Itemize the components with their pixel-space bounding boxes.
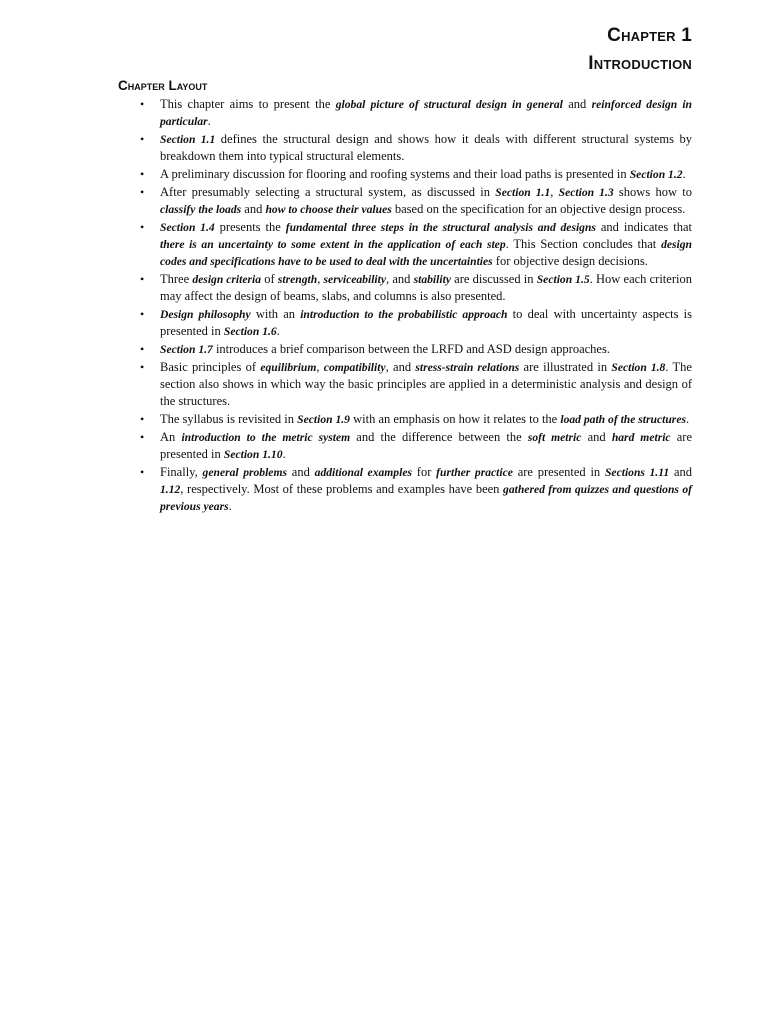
chapter-number: Chapter 1 xyxy=(607,25,692,46)
body-text: for objective design decisions. xyxy=(492,254,648,268)
body-text: and xyxy=(581,430,612,444)
body-text: are discussed in xyxy=(450,272,537,286)
bullet-icon: • xyxy=(140,465,145,479)
emphasis-text: reinforced design in particular xyxy=(160,98,692,128)
emphasis-text: strength xyxy=(277,273,318,286)
emphasis-text: additional examples xyxy=(314,466,412,479)
body-text: to deal with uncertainty aspects is presented in xyxy=(160,307,692,338)
bullet-icon: • xyxy=(140,360,145,374)
body-text: , xyxy=(550,185,559,199)
emphasis-text: Section 1.8 xyxy=(611,361,666,374)
emphasis-text: Section 1.1 xyxy=(495,186,551,199)
emphasis-text: design codes and specifications have to be used to deal with the uncertainties xyxy=(160,238,692,268)
bullet-icon: • xyxy=(140,307,145,321)
body-text: of xyxy=(261,272,278,286)
body-text: . xyxy=(685,412,690,426)
emphasis-text: design criteria xyxy=(192,273,262,286)
list-item xyxy=(130,411,692,428)
bullet-icon: • xyxy=(140,430,145,444)
body-text: Finally, xyxy=(160,465,203,479)
body-text: and indicates that xyxy=(595,220,692,234)
body-text: shows how to xyxy=(613,185,692,199)
list-item xyxy=(130,306,692,340)
emphasis-text: gathered from quizzes and questions of previous years xyxy=(160,483,692,513)
bullet-icon: • xyxy=(140,97,145,111)
body-text: , xyxy=(316,360,324,374)
body-text: . xyxy=(207,114,211,128)
emphasis-text: Section 1.10 xyxy=(223,448,283,461)
body-text: defines the structural design and shows how it deals with different structural systems by breakdown them into typical structural elements. xyxy=(160,132,692,163)
bullet-icon: • xyxy=(140,342,145,356)
body-text: for xyxy=(411,465,437,479)
list-item xyxy=(130,359,692,410)
body-text: . xyxy=(282,447,286,461)
emphasis-text: introduction to the metric system xyxy=(181,431,351,444)
chapter-title xyxy=(292,22,692,78)
list-item xyxy=(130,96,692,130)
emphasis-text: Section 1.2 xyxy=(629,168,683,181)
body-text: . This Section concludes that xyxy=(505,237,662,251)
emphasis-text: Section 1.4 xyxy=(160,221,215,234)
bullet-icon: • xyxy=(140,132,145,146)
body-text: . xyxy=(276,324,280,338)
body-text: and the difference between the xyxy=(350,430,528,444)
emphasis-text: Design philosophy xyxy=(160,308,251,321)
list-item xyxy=(130,219,692,270)
body-text: An xyxy=(160,430,182,444)
body-text: . The section also shows in which way the basic principles are applied in a deterministic analysis and design of the structures. xyxy=(160,360,692,408)
body-text: are illustrated in xyxy=(519,360,612,374)
emphasis-text: Sections 1.11 xyxy=(604,466,670,479)
body-text: presents the xyxy=(214,220,286,234)
list-item xyxy=(130,184,692,218)
emphasis-text: soft metric xyxy=(527,431,582,444)
emphasis-text: stress-strain relations xyxy=(415,361,520,374)
list-item xyxy=(130,341,692,358)
body-text: and xyxy=(241,202,266,216)
body-text: and xyxy=(287,465,315,479)
emphasis-text: load path of the structures xyxy=(560,413,686,426)
emphasis-text: classify the loads xyxy=(160,203,242,216)
body-text: are presented in xyxy=(512,465,605,479)
list-item xyxy=(130,429,692,463)
bullet-icon: • xyxy=(140,185,145,199)
body-text: and xyxy=(562,97,592,111)
body-text: and xyxy=(669,465,693,479)
body-text: A preliminary discussion for flooring and roofing systems and their load paths is presented in xyxy=(160,167,630,181)
chapter-layout-heading: Chapter Layout xyxy=(118,78,208,93)
emphasis-text: Section 1.9 xyxy=(297,413,350,426)
emphasis-text: serviceability xyxy=(323,273,386,286)
body-text: , respectively. Most of these problems and examples have been xyxy=(180,482,504,496)
list-item xyxy=(130,131,692,165)
body-text: . xyxy=(228,499,232,513)
body-text: , xyxy=(317,272,324,286)
bullet-icon: • xyxy=(140,220,145,234)
emphasis-text: Section 1.3 xyxy=(558,186,614,199)
emphasis-text: Section 1.5 xyxy=(536,273,590,286)
bullet-icon: • xyxy=(140,272,145,286)
bullet-icon: • xyxy=(140,412,145,426)
chapter-name: Introduction xyxy=(588,53,692,74)
body-text: This chapter aims to present the xyxy=(160,97,336,111)
body-text: are presented in xyxy=(160,430,693,461)
body-text: introduces a brief comparison between the LRFD and ASD design approaches. xyxy=(212,342,610,356)
list-item xyxy=(130,464,692,515)
chapter-layout-list xyxy=(130,96,692,516)
list-item xyxy=(130,166,692,183)
emphasis-text: there is an uncertainty to some extent in the application of each step xyxy=(160,238,506,251)
body-text: . xyxy=(682,167,686,181)
body-text: . How each criterion may affect the design of beams, slabs, and columns is also presented. xyxy=(160,272,692,303)
bullet-icon: • xyxy=(140,167,145,181)
emphasis-text: compatibility xyxy=(323,361,386,374)
emphasis-text: fundamental three steps in the structural analysis and designs xyxy=(285,221,596,234)
emphasis-text: equilibrium xyxy=(260,361,317,374)
emphasis-text: introduction to the probabilistic approach xyxy=(300,308,508,321)
body-text: , and xyxy=(385,360,416,374)
body-text: with an xyxy=(250,307,301,321)
list-item xyxy=(130,271,692,305)
emphasis-text: 1.12 xyxy=(160,483,181,496)
emphasis-text: how to choose their values xyxy=(265,203,392,216)
emphasis-text: Section 1.6 xyxy=(223,325,277,338)
emphasis-text: Section 1.1 xyxy=(160,133,216,146)
body-text: Basic principles of xyxy=(160,360,261,374)
body-text: based on the specification for an objective design process. xyxy=(391,202,686,216)
body-text: Three xyxy=(160,272,193,286)
emphasis-text: Section 1.7 xyxy=(160,343,213,356)
emphasis-text: general problems xyxy=(202,466,287,479)
emphasis-text: hard metric xyxy=(611,431,671,444)
body-text: , and xyxy=(386,272,414,286)
emphasis-text: stability xyxy=(413,273,451,286)
body-text: The syllabus is revisited in xyxy=(160,412,298,426)
body-text: with an emphasis on how it relates to the xyxy=(349,412,561,426)
emphasis-text: further practice xyxy=(436,466,513,479)
body-text: After presumably selecting a structural system, as discussed in xyxy=(160,185,496,199)
emphasis-text: global picture of structural design in general xyxy=(335,98,563,111)
